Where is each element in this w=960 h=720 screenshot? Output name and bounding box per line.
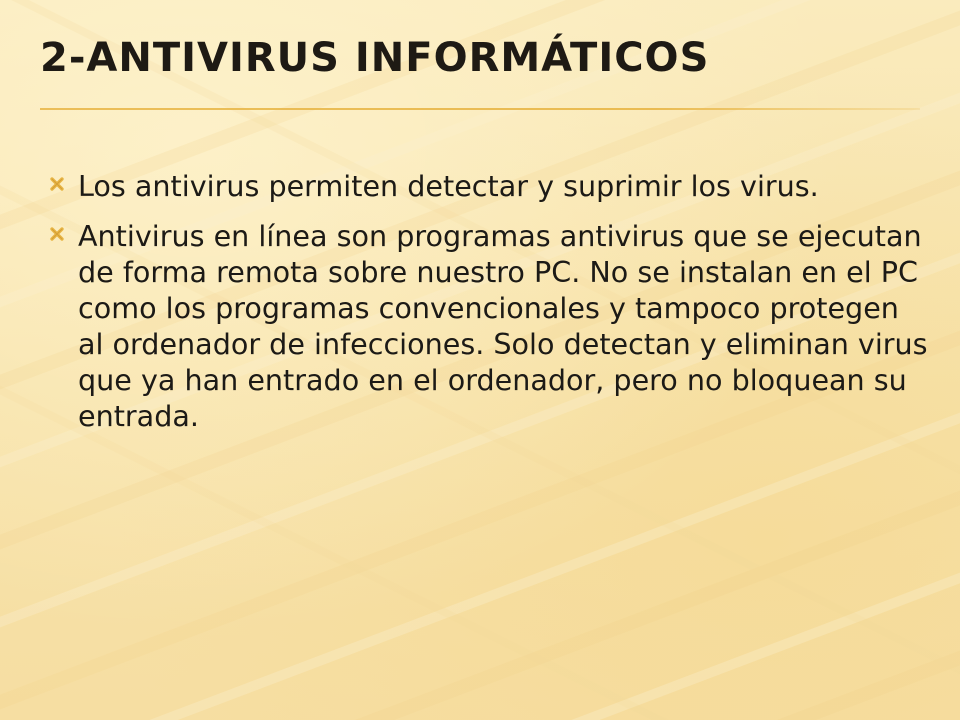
bullet-text: Los antivirus permiten detectar y suprimir los virus. — [78, 169, 819, 203]
bullet-item — [48, 168, 928, 204]
bullet-list — [48, 168, 928, 448]
x-mark-icon — [48, 222, 66, 246]
x-mark-icon — [48, 172, 66, 196]
bullet-item — [48, 218, 928, 434]
title-underline — [40, 108, 920, 110]
slide-title: 2-ANTIVIRUS INFORMÁTICOS — [40, 35, 710, 81]
bullet-text: Antivirus en línea son programas antivirus que se ejecutan de forma remota sobre nuestro PC. No se instalan en el PC como los programas convencionales y tampoco protegen al ordenador de infecciones. Solo detectan y eliminan virus que ya han entrado en el ordenador, pero no bloquean su entrada. — [78, 219, 928, 433]
